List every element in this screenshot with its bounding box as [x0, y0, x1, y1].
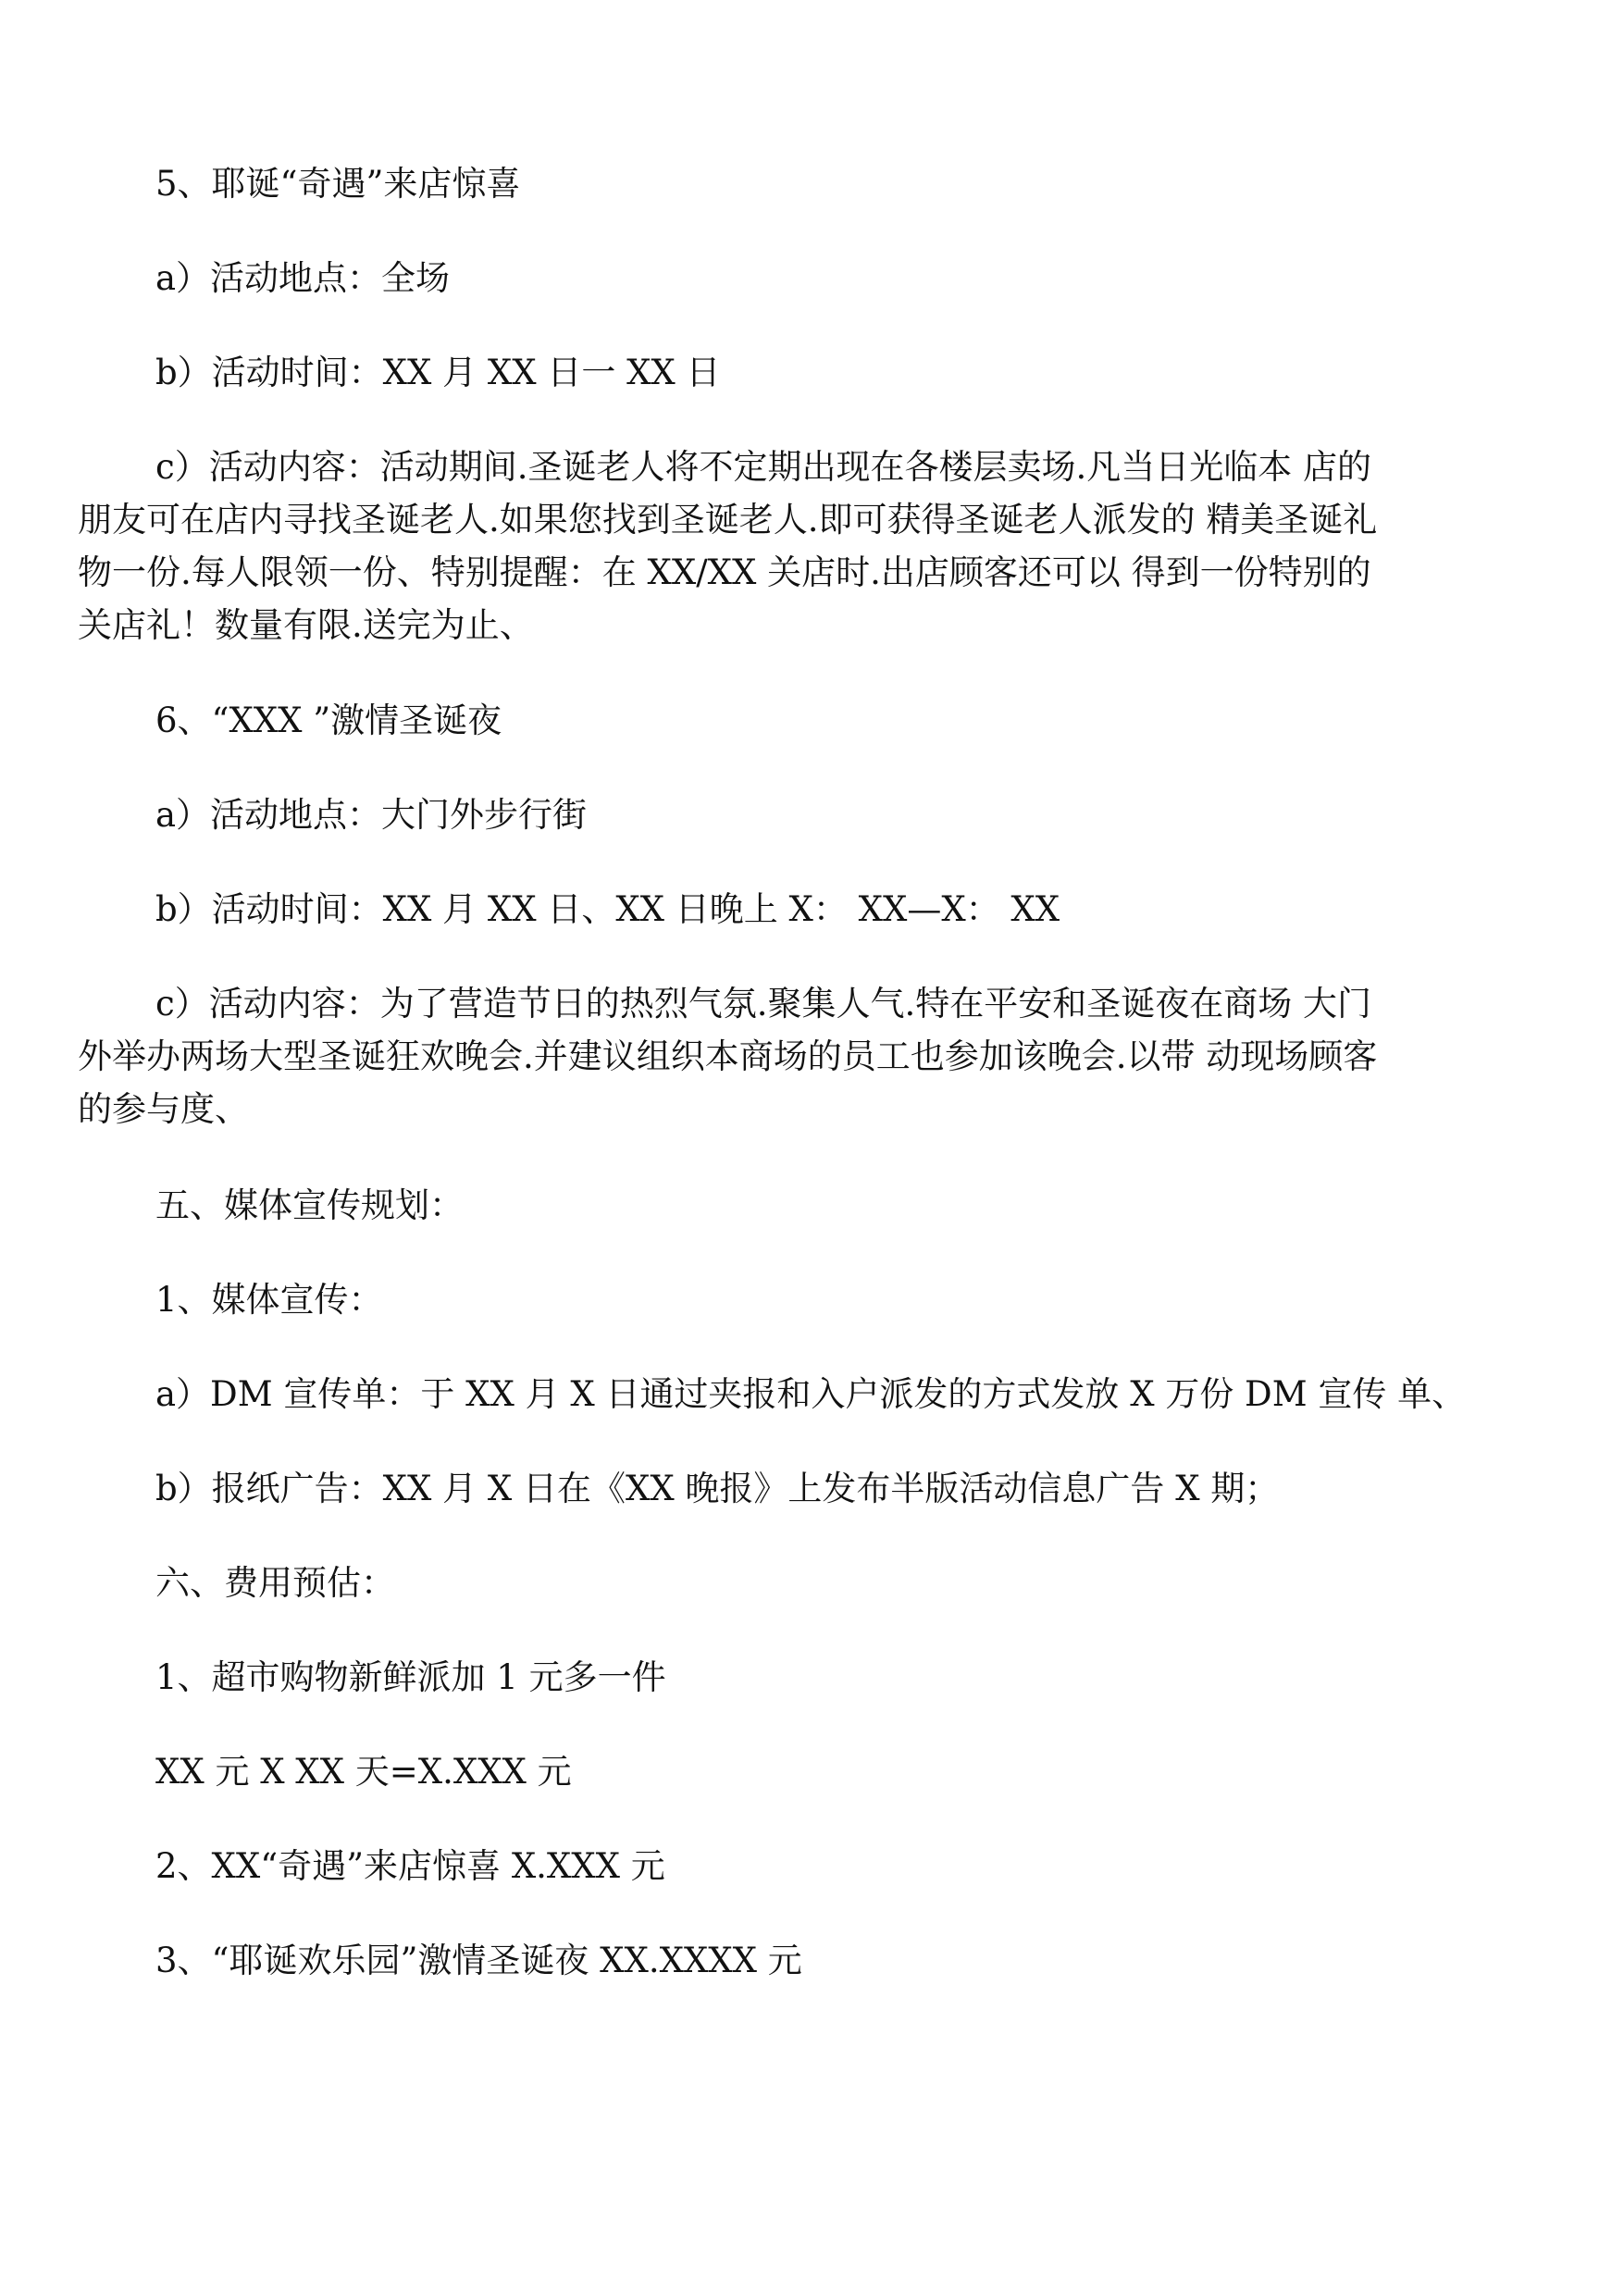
item-6-content-line-2: 外举办两场大型圣诞狂欢晚会.并建议组织本商场的员工也参加该晚会.以带 动现场顾客 [78, 1036, 1378, 1076]
heading-item-6: 6、“XXX ”激情圣诞夜 [155, 701, 502, 740]
item-5-content-line-1: c）活动内容：活动期间.圣诞老人将不定期出现在各楼层卖场.凡当日光临本 店的 [155, 447, 1372, 487]
item-5-content-line-4: 关店礼！数量有限.送完为止、 [78, 605, 534, 645]
media-dm-flyer: a）DM 宣传单：于 XX 月 X 日通过夹报和入户派发的方式发放 X 万份 DM 宣传 单、 [155, 1374, 1467, 1414]
heading-item-5: 5、耶诞“奇遇”来店惊喜 [155, 164, 521, 204]
cost-item-2: 2、XX“奇遇”来店惊喜 X.XXX 元 [155, 1846, 665, 1886]
section-6-heading: 六、费用预估： [155, 1563, 395, 1603]
media-heading: 1、媒体宣传： [155, 1280, 383, 1320]
section-5-heading: 五、媒体宣传规划： [155, 1185, 464, 1225]
item-5-content-line-2: 朋友可在店内寻找圣诞老人.如果您找到圣诞老人.即可获得圣诞老人派发的 精美圣诞礼 [78, 500, 1378, 540]
item-5-time: b）活动时间：XX 月 XX 日一 XX 日 [155, 353, 721, 392]
item-6-content [78, 977, 1377, 1135]
item-6-location: a）活动地点：大门外步行街 [155, 795, 588, 835]
cost-item-1: 1、超市购物新鲜派加 1 元多一件 [155, 1657, 666, 1697]
item-6-time: b）活动时间：XX 月 XX 日、XX 日晚上 X： XX—X： XX [155, 889, 1060, 929]
item-6-content-line-3: 的参与度、 [78, 1089, 249, 1129]
item-5-content [78, 440, 1377, 651]
media-newspaper-ad: b）报纸广告：XX 月 X 日在《XX 晚报》上发布半版活动信息广告 X 期； [155, 1469, 1280, 1508]
item-6-content-line-1: c）活动内容：为了营造节日的热烈气氛.聚集人气.特在平安和圣诞夜在商场 大门 [155, 984, 1372, 1023]
item-5-content-line-3: 物一份.每人限领一份、特别提醒：在 XX/XX 关店时.出店顾客还可以 得到一份特别的 [78, 552, 1371, 592]
cost-item-1-formula: XX 元 X XX 天=X.XXX 元 [155, 1752, 572, 1792]
cost-item-3: 3、“耶诞欢乐园”激情圣诞夜 XX.XXXX 元 [155, 1941, 802, 1980]
item-5-location: a）活动地点：全场 [155, 258, 451, 298]
